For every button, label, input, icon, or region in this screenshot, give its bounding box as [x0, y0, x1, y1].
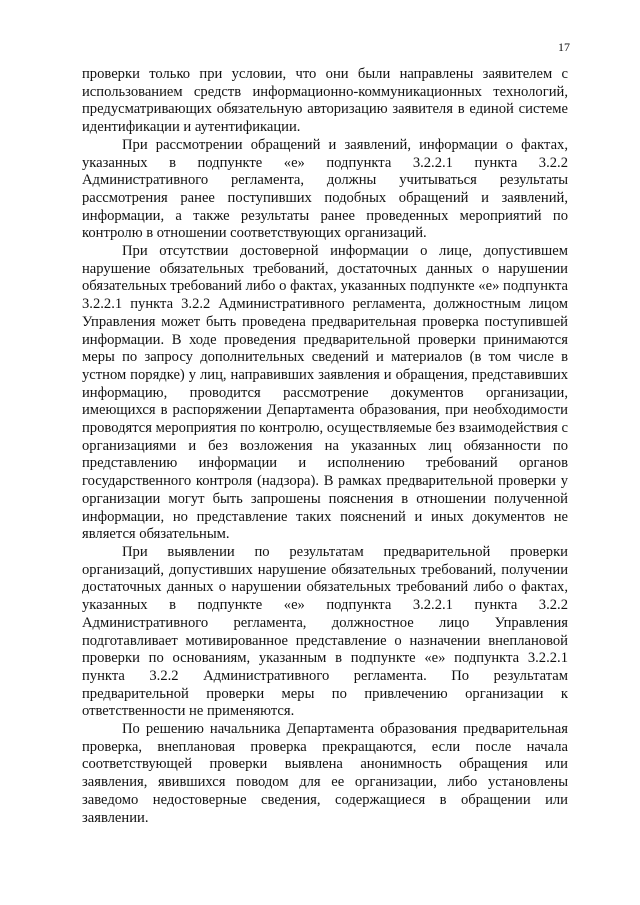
paragraph: При выявлении по результатам предварительной проверки организаций, допустивших нарушение обязательных требований, получении достаточных данных о нарушении обязательных требований либо о фактах, указанных в подпункте «е» подпункта 3.2.2.1 пункта 3.2.2 Административного регламента, должностное лицо Управления подготавливает мотивированное представление о назначении внеплановой проверки по основаниям, указанным в подпункте «е» подпункта 3.2.2.1 пункта 3.2.2 Административного регламента. По результатам предварительной проверки меры по привлечению организации к ответственности не применяются. [82, 543, 568, 720]
paragraph: По решению начальника Департамента образования предварительная проверка, внеплановая проверка прекращаются, если после начала соответствующей проверки выявлена анонимность обращения или заявления, явившихся поводом для ее организации, либо установлены заведомо недостоверные сведения, содержащиеся в обращении или заявлении. [82, 721, 568, 826]
body-text [82, 66, 568, 827]
paragraph: При отсутствии достоверной информации о лице, допустившем нарушение обязательных требований, достаточных данных о нарушении обязательных требований либо о фактах, указанных подпункте «е» подпункта 3.2.2.1 пункта 3.2.2 Административного регламента, должностным лицом Управления может быть проведена предварительная проверка поступившей информации. В ходе проведения предварительной проверки принимаются меры по запросу дополнительных сведений и материалов (в том числе в устном порядке) у лиц, направивших заявления и обращения, представивших информацию, проводится рассмотрение документов организации, имеющихся в распоряжении Департамента образования, при необходимости проводятся мероприятия по контролю, осуществляемые без взаимодействия с организациями и без возложения на указанных лиц обязанности по представлению информации и исполнению требований органов государственного контроля (надзора). В рамках предварительной проверки у организации могут быть запрошены пояснения в отношении полученной информации, но представление таких пояснений и иных документов не является обязательным. [82, 243, 568, 543]
paragraph-continuation: проверки только при условии, что они были направлены заявителем с использованием средств информационно-коммуникационных технологий, предусматривающих обязательную авторизацию заявителя в единой системе идентификации и аутентификации. [82, 66, 568, 136]
page-number: 17 [558, 40, 570, 54]
paragraph: При рассмотрении обращений и заявлений, информации о фактах, указанных в подпункте «е» подпункта 3.2.2.1 пункта 3.2.2 Административного регламента, должны учитываться результаты рассмотрения ранее поступивших подобных обращений и заявлений, информации, а также результаты ранее проведенных мероприятий по контролю в отношении соответствующих организаций. [82, 136, 568, 242]
